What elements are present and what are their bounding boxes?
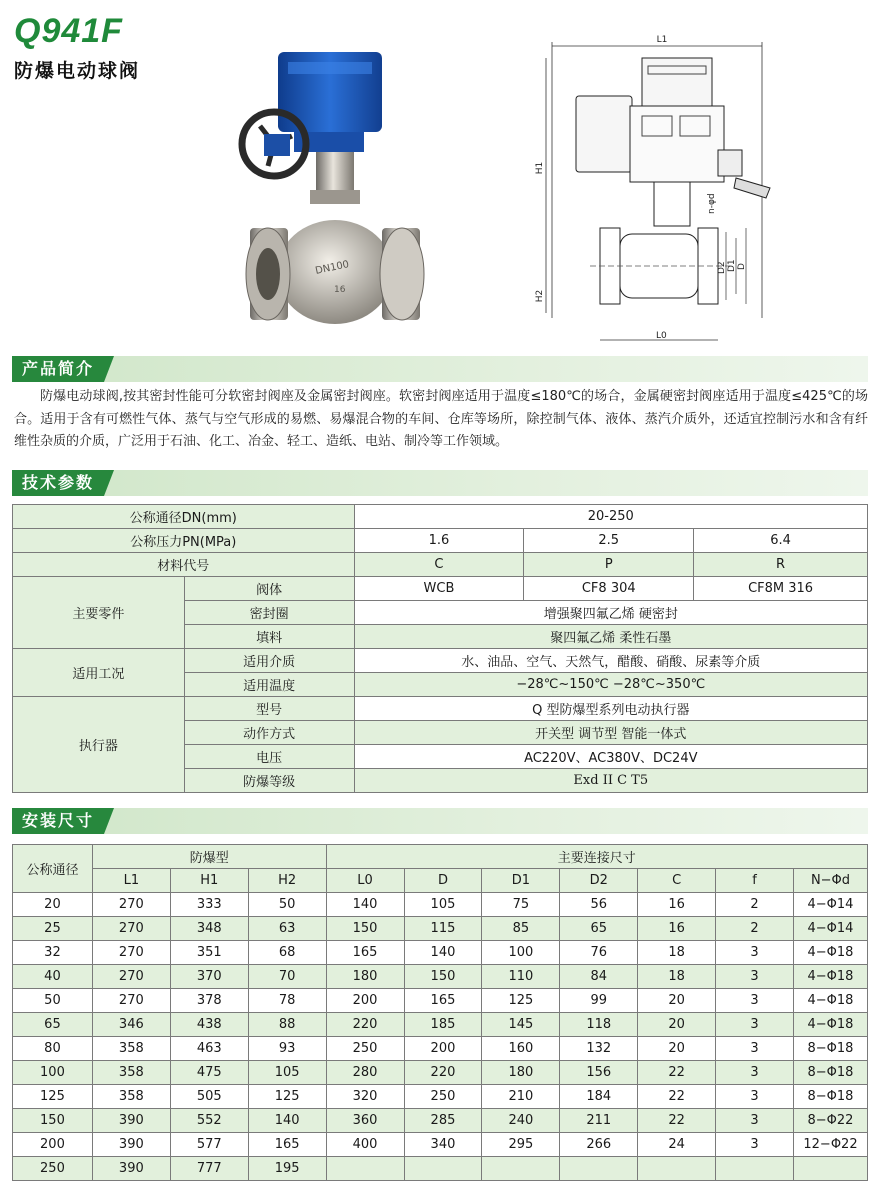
table-row xyxy=(13,577,868,601)
table-cell: 4−Φ18 xyxy=(794,965,868,989)
product-name: 防爆电动球阀 xyxy=(14,60,141,82)
dn-value: 20-250 xyxy=(354,505,867,529)
table-row xyxy=(13,1037,868,1061)
table-row xyxy=(13,697,868,721)
table-cell: 463 xyxy=(170,1037,248,1061)
photo-dn-marking: DN100 xyxy=(314,259,351,277)
table-cell: 280 xyxy=(326,1061,404,1085)
table-cell: 118 xyxy=(560,1013,638,1037)
table-cell: 20 xyxy=(638,1037,716,1061)
table-cell: 76 xyxy=(560,941,638,965)
table-cell: 200 xyxy=(326,989,404,1013)
voltage-label: 电压 xyxy=(184,745,354,769)
table-cell: 295 xyxy=(482,1133,560,1157)
table-cell: 165 xyxy=(326,941,404,965)
type-label: 型号 xyxy=(184,697,354,721)
medium-value: 水、油品、空气、天然气，醋酸、硝酸、尿素等介质 xyxy=(354,649,867,673)
table-cell: 20 xyxy=(638,1013,716,1037)
table-cell: 185 xyxy=(404,1013,482,1037)
table-cell: 3 xyxy=(716,1061,794,1085)
table-cell: 145 xyxy=(482,1013,560,1037)
body-value: CF8M 316 xyxy=(694,577,868,601)
table-cell: 333 xyxy=(170,893,248,917)
table-cell: 195 xyxy=(248,1157,326,1181)
table-cell: 18 xyxy=(638,941,716,965)
table-cell: 360 xyxy=(326,1109,404,1133)
seal-value: 增强聚四氟乙烯 硬密封 xyxy=(354,601,867,625)
table-cell: 140 xyxy=(404,941,482,965)
packing-value: 聚四氟乙烯 柔性石墨 xyxy=(354,625,867,649)
material-code: P xyxy=(524,553,694,577)
table-cell: 8−Φ22 xyxy=(794,1109,868,1133)
install-table xyxy=(12,844,868,1181)
dn-cell: 150 xyxy=(13,1109,93,1133)
label-h1: H1 xyxy=(535,161,545,175)
table-cell: 110 xyxy=(482,965,560,989)
table-cell: 378 xyxy=(170,989,248,1013)
pn-value: 2.5 xyxy=(524,529,694,553)
table-row xyxy=(13,529,868,553)
table-cell: 100 xyxy=(482,941,560,965)
dn-cell: 50 xyxy=(13,989,93,1013)
table-cell: 358 xyxy=(92,1085,170,1109)
table-cell: 4−Φ18 xyxy=(794,989,868,1013)
table-cell: 22 xyxy=(638,1109,716,1133)
table-cell: 777 xyxy=(170,1157,248,1181)
table-cell: 65 xyxy=(560,917,638,941)
table-cell: 75 xyxy=(482,893,560,917)
table-cell: 4−Φ18 xyxy=(794,941,868,965)
seal-label: 密封圈 xyxy=(184,601,354,625)
table-cell: 552 xyxy=(170,1109,248,1133)
packing-label: 填料 xyxy=(184,625,354,649)
mode-value: 开关型 调节型 智能一体式 xyxy=(354,721,867,745)
table-cell: 211 xyxy=(560,1109,638,1133)
table-cell: 165 xyxy=(404,989,482,1013)
mode-label: 动作方式 xyxy=(184,721,354,745)
table-cell: 63 xyxy=(248,917,326,941)
dn-header: 公称通径 xyxy=(13,845,93,893)
col-header: L0 xyxy=(326,869,404,893)
photo-pn-marking: 16 xyxy=(334,285,346,295)
install-title: 安装尺寸 xyxy=(12,808,104,834)
table-row xyxy=(13,1109,868,1133)
dn-cell: 65 xyxy=(13,1013,93,1037)
group-connection: 主要连接尺寸 xyxy=(326,845,867,869)
table-cell: 132 xyxy=(560,1037,638,1061)
medium-label: 适用介质 xyxy=(184,649,354,673)
table-cell: 24 xyxy=(638,1133,716,1157)
table-cell: 165 xyxy=(248,1133,326,1157)
table-cell xyxy=(482,1157,560,1181)
table-cell: 220 xyxy=(326,1013,404,1037)
table-cell xyxy=(794,1157,868,1181)
table-cell: 266 xyxy=(560,1133,638,1157)
table-cell: 438 xyxy=(170,1013,248,1037)
table-cell: 18 xyxy=(638,965,716,989)
install-section-header xyxy=(12,808,868,834)
table-row xyxy=(13,893,868,917)
table-cell: 140 xyxy=(326,893,404,917)
table-cell: 68 xyxy=(248,941,326,965)
table-row xyxy=(13,965,868,989)
table-row xyxy=(13,1085,868,1109)
body-value: WCB xyxy=(354,577,524,601)
label-nphid: n-φd xyxy=(707,193,717,214)
table-cell: 4−Φ18 xyxy=(794,1013,868,1037)
table-cell: 160 xyxy=(482,1037,560,1061)
table-cell: 78 xyxy=(248,989,326,1013)
body-value: CF8 304 xyxy=(524,577,694,601)
table-cell: 3 xyxy=(716,1085,794,1109)
label-d1: D1 xyxy=(727,259,737,272)
col-header: L1 xyxy=(92,869,170,893)
label-l0: L0 xyxy=(656,331,667,341)
table-cell: 4−Φ14 xyxy=(794,893,868,917)
parts-label: 主要零件 xyxy=(13,577,185,649)
table-header-row xyxy=(13,869,868,893)
table-cell: 2 xyxy=(716,893,794,917)
material-label: 材料代号 xyxy=(13,553,355,577)
ex-label: 防爆等级 xyxy=(184,769,354,793)
table-cell: 3 xyxy=(716,941,794,965)
table-cell: 270 xyxy=(92,941,170,965)
table-cell: 240 xyxy=(482,1109,560,1133)
table-cell: 125 xyxy=(482,989,560,1013)
table-cell: 270 xyxy=(92,965,170,989)
table-cell: 505 xyxy=(170,1085,248,1109)
table-cell: 270 xyxy=(92,989,170,1013)
tech-title: 技术参数 xyxy=(12,470,104,496)
table-cell: 400 xyxy=(326,1133,404,1157)
table-cell: 50 xyxy=(248,893,326,917)
dn-cell: 125 xyxy=(13,1085,93,1109)
table-cell: 150 xyxy=(404,965,482,989)
table-cell: 2 xyxy=(716,917,794,941)
actuator-label: 执行器 xyxy=(13,697,185,793)
col-header: f xyxy=(716,869,794,893)
table-cell: 85 xyxy=(482,917,560,941)
model-number: Q941F xyxy=(14,12,123,50)
table-cell: 93 xyxy=(248,1037,326,1061)
table-cell: 99 xyxy=(560,989,638,1013)
table-cell: 3 xyxy=(716,1109,794,1133)
table-row xyxy=(13,1133,868,1157)
dn-cell: 25 xyxy=(13,917,93,941)
table-cell: 3 xyxy=(716,989,794,1013)
table-cell xyxy=(326,1157,404,1181)
table-row xyxy=(13,917,868,941)
intro-section-header xyxy=(12,356,868,382)
dn-label: 公称通径DN(mm) xyxy=(13,505,355,529)
table-cell: 577 xyxy=(170,1133,248,1157)
table-cell: 4−Φ14 xyxy=(794,917,868,941)
temp-value: −28℃~150℃ −28℃~350℃ xyxy=(354,673,867,697)
label-h2: H2 xyxy=(535,289,545,303)
table-cell xyxy=(404,1157,482,1181)
tech-table xyxy=(12,504,868,793)
table-cell: 16 xyxy=(638,893,716,917)
intro-title: 产品简介 xyxy=(12,356,104,382)
material-code: C xyxy=(354,553,524,577)
col-header: N−Φd xyxy=(794,869,868,893)
table-cell: 340 xyxy=(404,1133,482,1157)
table-cell: 270 xyxy=(92,893,170,917)
table-cell: 475 xyxy=(170,1061,248,1085)
table-cell: 156 xyxy=(560,1061,638,1085)
dimension-drawing xyxy=(530,28,790,348)
pn-value: 6.4 xyxy=(694,529,868,553)
temp-label: 适用温度 xyxy=(184,673,354,697)
table-cell: 20 xyxy=(638,989,716,1013)
table-cell: 210 xyxy=(482,1085,560,1109)
col-header: D2 xyxy=(560,869,638,893)
table-row xyxy=(13,553,868,577)
table-cell: 390 xyxy=(92,1133,170,1157)
table-cell: 3 xyxy=(716,1013,794,1037)
table-cell: 285 xyxy=(404,1109,482,1133)
table-cell: 184 xyxy=(560,1085,638,1109)
pn-value: 1.6 xyxy=(354,529,524,553)
table-row xyxy=(13,649,868,673)
table-cell: 3 xyxy=(716,1133,794,1157)
ex-value: Exd II C T5 xyxy=(354,769,867,793)
dn-cell: 20 xyxy=(13,893,93,917)
body-label: 阀体 xyxy=(184,577,354,601)
table-cell: 180 xyxy=(326,965,404,989)
table-cell: 351 xyxy=(170,941,248,965)
table-cell: 8−Φ18 xyxy=(794,1085,868,1109)
table-cell: 358 xyxy=(92,1061,170,1085)
col-header: H1 xyxy=(170,869,248,893)
table-cell: 56 xyxy=(560,893,638,917)
col-header: C xyxy=(638,869,716,893)
table-cell: 346 xyxy=(92,1013,170,1037)
table-cell: 370 xyxy=(170,965,248,989)
table-cell: 250 xyxy=(404,1085,482,1109)
product-photo xyxy=(230,40,440,340)
table-cell: 8−Φ18 xyxy=(794,1061,868,1085)
type-value: Q 型防爆型系列电动执行器 xyxy=(354,697,867,721)
table-cell: 105 xyxy=(248,1061,326,1085)
table-cell: 390 xyxy=(92,1157,170,1181)
table-cell: 320 xyxy=(326,1085,404,1109)
table-cell xyxy=(716,1157,794,1181)
table-cell: 70 xyxy=(248,965,326,989)
dn-cell: 200 xyxy=(13,1133,93,1157)
table-cell: 348 xyxy=(170,917,248,941)
table-cell: 270 xyxy=(92,917,170,941)
table-row xyxy=(13,1157,868,1181)
col-header: D xyxy=(404,869,482,893)
label-d2: D2 xyxy=(717,261,727,274)
table-cell: 180 xyxy=(482,1061,560,1085)
intro-text: 防爆电动球阀,按其密封性能可分软密封阀座及金属密封阀座。软密封阀座适用于温度≤180℃的场合，金属硬密封阀座适用于温度≤425℃的场合。适用于含有可燃性气体、蒸气与空气形成的易燃、易爆混合物的车间、仓库等场所，除控制气体、液体、蒸汽介质外，还适宜控制污水和含有纤维性杂质的介质，广泛用于石油、化工、冶金、轻工、造纸、电站、制冷等工作领域。 xyxy=(14,389,868,449)
material-code: R xyxy=(694,553,868,577)
table-cell: 22 xyxy=(638,1061,716,1085)
dn-cell: 40 xyxy=(13,965,93,989)
dn-cell: 100 xyxy=(13,1061,93,1085)
table-cell: 140 xyxy=(248,1109,326,1133)
table-cell: 16 xyxy=(638,917,716,941)
tech-section-header xyxy=(12,470,868,496)
label-d: D xyxy=(737,263,747,270)
pn-label: 公称压力PN(MPa) xyxy=(13,529,355,553)
col-header: D1 xyxy=(482,869,560,893)
table-cell: 150 xyxy=(326,917,404,941)
table-header-row xyxy=(13,845,868,869)
table-cell: 250 xyxy=(326,1037,404,1061)
table-cell: 200 xyxy=(404,1037,482,1061)
table-cell: 8−Φ18 xyxy=(794,1037,868,1061)
table-cell: 84 xyxy=(560,965,638,989)
table-row xyxy=(13,941,868,965)
table-cell: 3 xyxy=(716,1037,794,1061)
table-cell: 3 xyxy=(716,965,794,989)
table-row xyxy=(13,1061,868,1085)
table-cell: 358 xyxy=(92,1037,170,1061)
table-cell: 22 xyxy=(638,1085,716,1109)
group-explosion-proof: 防爆型 xyxy=(92,845,326,869)
table-cell: 125 xyxy=(248,1085,326,1109)
table-cell: 12−Φ22 xyxy=(794,1133,868,1157)
label-l1: L1 xyxy=(656,35,668,45)
dn-cell: 250 xyxy=(13,1157,93,1181)
table-cell: 115 xyxy=(404,917,482,941)
table-cell: 88 xyxy=(248,1013,326,1037)
dn-cell: 80 xyxy=(13,1037,93,1061)
table-row xyxy=(13,989,868,1013)
table-cell xyxy=(560,1157,638,1181)
table-row xyxy=(13,505,868,529)
table-cell: 105 xyxy=(404,893,482,917)
table-cell xyxy=(638,1157,716,1181)
voltage-value: AC220V、AC380V、DC24V xyxy=(354,745,867,769)
table-cell: 220 xyxy=(404,1061,482,1085)
dn-cell: 32 xyxy=(13,941,93,965)
conditions-label: 适用工况 xyxy=(13,649,185,697)
table-cell: 390 xyxy=(92,1109,170,1133)
col-header: H2 xyxy=(248,869,326,893)
table-row xyxy=(13,1013,868,1037)
